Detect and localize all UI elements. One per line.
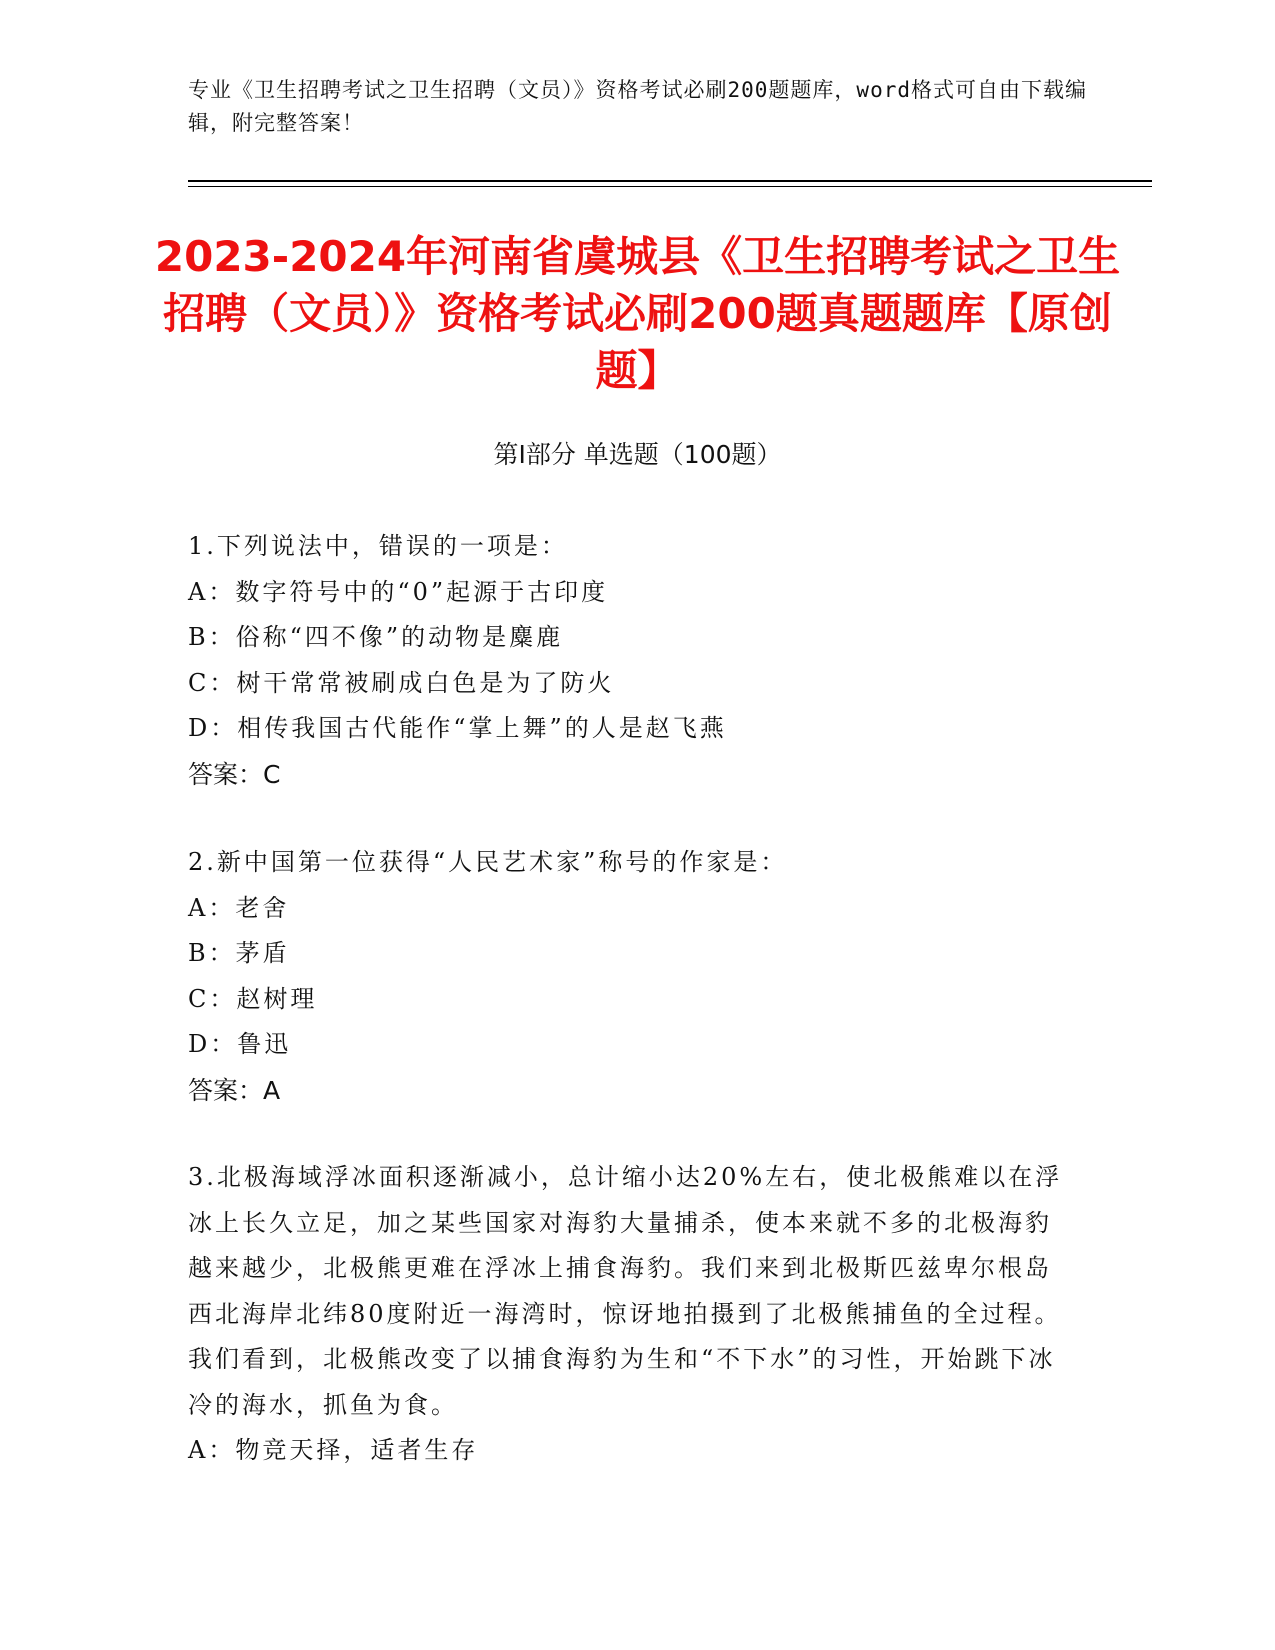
section-heading: 第Ⅰ部分 单选题（100题） — [493, 440, 782, 469]
header-note: 专业《卫生招聘考试之卫生招聘（文员）》资格考试必刷200题题库，word格式可自由下载编辑，附完整答案！ — [188, 78, 1087, 135]
option-c: C：树干常常被刷成白色是为了防火 — [188, 668, 615, 697]
option-d: D：鲁迅 — [188, 1030, 292, 1058]
answer: 答案：A — [188, 1075, 281, 1105]
header-divider-thick — [188, 180, 1152, 182]
document-title: 2023-2024年河南省虞城县《卫生招聘考试之卫生招聘（文员）》资格考试必刷200题真题题库【原创题】 — [154, 232, 1121, 395]
option-a: A：物竞天择，适者生存 — [188, 1436, 479, 1464]
question-3 — [188, 1155, 1088, 1474]
header-divider-thin — [188, 186, 1152, 187]
question-stem: 2.新中国第一位获得“人民艺术家”称号的作家是： — [188, 848, 788, 876]
option-c: C：赵树理 — [188, 984, 318, 1013]
question-stem: 3.北极海域浮冰面积逐渐减小，总计缩小达20%左右，使北极熊难以在浮冰上长久立足，加之某些国家对海豹大量捕杀，使本来就不多的北极海豹越来越少，北极熊更难在浮冰上捕食海豹。我们来到北极斯匹兹卑尔根岛西北海岸北纬80度附近一海湾时，惊讶地拍摄到了北极熊捕鱼的全过程。我们看到，北极熊改变了以捕食海豹为生和“不下水”的习性，开始跳下冰冷的海水，抓鱼为食。 — [188, 1163, 1063, 1419]
question-1 — [188, 524, 1088, 797]
option-b: B：茅盾 — [188, 939, 290, 967]
option-a: A：老舍 — [188, 893, 290, 922]
question-2 — [188, 840, 1088, 1113]
option-d: D：相传我国古代能作“掌上舞”的人是赵飞燕 — [188, 714, 727, 742]
answer: 答案：C — [188, 759, 281, 789]
question-stem: 1.下列说法中，错误的一项是： — [188, 532, 568, 560]
option-a: A：数字符号中的“0”起源于古印度 — [188, 577, 609, 606]
option-b: B：俗称“四不像”的动物是麋鹿 — [188, 623, 564, 651]
